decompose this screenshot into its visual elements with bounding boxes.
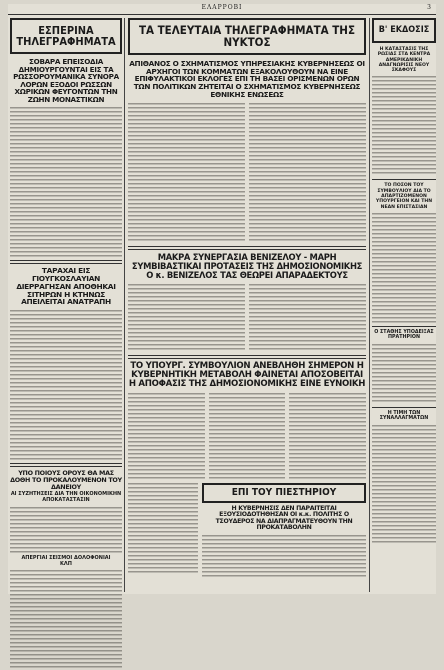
article-text (10, 310, 122, 460)
article-text (128, 483, 198, 573)
lead-article (128, 103, 366, 243)
article-text (372, 213, 436, 323)
masthead-title: ΕΛΑΡΡΟΒΙ (201, 4, 243, 11)
press-section (202, 483, 366, 579)
bottom-section (128, 483, 366, 579)
article-text (372, 76, 436, 176)
right-headline-3: Ο ΣΤΑΘΗΣ ΥΠΟΔΕΙΞΑΣ ΠΡΑΤΗΡΙΟΝ (374, 329, 434, 341)
lead-headline: ΑΠΙΘΑΝΟΣ Ο ΣΧΗΜΑΤΙΣΜΟΣ ΥΠΗΡΕΣΙΑΚΗΣ ΚΥΒΕΡΝΗΣΕΩΣ ΟΙ ΑΡΧΗΓΟΙ ΤΩΝ ΚΟΜΜΑΤΩΝ ΕΞΑΚΟΛΟΥΘΟΥΝ ΝΑ ΕΙΝΕ ΕΠΙΦΥΛΑΚΤΙΚΟΙ ΕΚΛΟΓΕΣ ΕΠΙ ΤΗ ΒΑΣΕΙ ΟΡΙΣΜΕΝΩΝ ΟΡΩΝ ΤΩΝ ΠΟΛΙΤΙΚΩΝ ΖΗΤΕΙΤΑΙ Ο ΣΧΗΜΑΤΙΣΜΟΣ ΚΥΒΕΡΝΗΣΕΩΣ ΕΘΝΙΚΗΣ ΕΝΩΣΕΩΣ (129, 59, 365, 99)
left-headline-3: ΥΠΟ ΠΟΙΟΥΣ ΟΡΟΥΣ ΘΑ ΜΑΣ ΔΟΘΗ ΤΟ ΠΡΟΚΑΛΟΥΜΕΝΟΝ ΤΟΥ ΔΑΝΕΙΟΥ (10, 469, 122, 491)
article-text (202, 535, 366, 579)
article-text (10, 507, 122, 553)
second-edition-title: Β' ΕΚΔΟΣΙΣ (372, 18, 436, 43)
evening-telegrams-title: ΕΣΠΕΡΙΝΑ ΤΗΛΕΓΡΑΦΗΜΑΤΑ (10, 18, 122, 54)
council-article (128, 393, 366, 479)
left-headline-5: ΑΠΕΡΓΙΑΙ ΣΕΙΣΜΟΙ ΔΟΛΟΦΟΝΙΑΙ ΚΛΠ (21, 554, 111, 567)
article-text (209, 393, 286, 479)
article-text (372, 425, 436, 545)
council-headline: ΤΟ ΥΠΟΥΡΓ. ΣΥΜΒΟΥΛΙΟΝ ΑΝΕΒΛΗΘΗ ΣΗΜΕΡΟΝ Η ΚΥΒΕΡΝΗΤΙΚΗ ΜΕΤΑΒΟΛΗ ΦΑΙΝΕΤΑΙ ΑΠΟΣΟΒΕΙΤΑΙ Η ΑΠΟΦΑΣΙΣ ΤΗΣ ΔΗΜΟΣΙΟΝΟΜΙΚΗΣ ΕΙΝΕ ΕΥΝΟΙΚΗ (128, 360, 366, 389)
night-telegrams-title: ΤΑ ΤΕΛΕΥΤΑΙΑ ΤΗΛΕΓΡΑΦΗΜΑΤΑ ΤΗΣ ΝΥΚΤΟΣ (128, 18, 366, 55)
article-text (128, 393, 205, 479)
press-headline: Η ΚΥΒΕΡΝΗΣΙΣ ΔΕΝ ΠΑΡΑΙΤΕΙΤΑΙ ΕΞΟΥΣΙΟΔΟΤΗΘΗΣΑΝ ΟΙ κ.κ. ΠΟΛΙΤΗΣ Ο ΤΣΟΥΔΕΡΟΣ ΝΑ ΔΙΑΠΡΑΓΜΑΤΕΥΘΟΥΝ ΤΗΝ ΠΡΟΚΑΤΑΒΟΛΗΝ (215, 504, 353, 532)
article-text (10, 570, 122, 670)
newspaper-page (8, 4, 436, 594)
article-text (249, 284, 366, 352)
column-divider (369, 18, 370, 592)
page-number: 3 (427, 4, 432, 11)
right-headline-4: Η ΤΙΜΗ ΤΩΝ ΣΥΝΑΛΛΑΓΜΑΤΩΝ (379, 410, 429, 422)
article-text (372, 344, 436, 404)
left-headline-1: ΣΟΒΑΡΑ ΕΠΕΙΣΟΔΙΑ ΔΗΜΙΟΥΡΓΟΥΝΤΑΙ ΕΙΣ ΤΑ ΡΩΣΣΟΡΟΥΜΑΝΙΚΑ ΣΥΝΟΡΑ ΛΟΡΩΝ ΕΞΟΔΟΙ ΡΩΣΣΩΝ ΧΩΡΙΚΩΝ ΦΕΥΓΟΝΤΩΝ ΤΗΝ ΖΩΗΝ ΜΟΝΑΣΤΙΚΩΝ (13, 57, 119, 104)
right-headline-2: ΤΟ ΠΟΣΟΝ ΤΟΥ ΣΥΜΒΟΥΛΙΟΥ ΔΙΑ ΤΟ ΑΠΑΡΤΙΖΟΜΕΝΟΝ ΥΠΟΥΡΓΕΙΟΝ ΚΑΙ ΤΗΝ ΝΕΑΝ ΕΠΙΣΤΑΣΙΑΝ (375, 183, 433, 210)
right-column (372, 18, 436, 545)
left-column (10, 18, 122, 670)
article-text (128, 284, 245, 352)
article-text (10, 107, 122, 257)
venizelos-article (128, 284, 366, 352)
masthead (8, 4, 436, 15)
right-headline-1: Η ΚΑΤΑΣΤΑΣΙΣ ΤΗΣ ΡΩΣΙΑΣ ΣΤΑ ΚΕΝΤΡΑ ΑΜΕΡΙΚΑΝΙΚΗ ΑΝΑΓΝΩΡΙΣΙΣ ΝΕΟΥ ΣΚΑΦΟΥΣ (377, 47, 431, 74)
on-the-press-title: ΕΠΙ ΤΟΥ ΠΙΕΣΤΗΡΙΟΥ (202, 483, 366, 503)
article-text (128, 103, 245, 243)
article-text (249, 103, 366, 243)
left-headline-2: ΤΑΡΑΧΑΙ ΕΙΣ ΓΙΟΥΓΚΟΣΛΑΥΙΑΝ ΔΙΕΡΡΑΓΗΣΑΝ ΑΠΟΘΗΚΑΙ ΣΙΤΗΡΩΝ Η ΚΤΗΝΩΣ ΑΠΕΙΛΕΙΤΑΙ ΑΝΑΤΡΑΠΗ (16, 266, 116, 307)
venizelos-headline: ΜΑΚΡΑ ΣΥΝΕΡΓΑΣΙΑ ΒΕΝΙΖΕΛΟΥ - ΜΑΡΗ ΣΥΜΒΙΒΑΣΤΙΚΑΙ ΠΡΟΤΑΣΕΙΣ ΤΗΣ ΔΗΜΟΣΙΟΝΟΜΙΚΗΣ Ο κ. ΒΕΝΙΖΕΛΟΣ ΤΑΣ ΘΕΩΡΕΙ ΑΠΑΡΑΔΕΚΤΟΥΣ (131, 252, 363, 280)
article-text (289, 393, 366, 479)
column-divider (124, 18, 125, 592)
left-headline-4: ΑΙ ΣΥΖΗΤΗΣΕΙΣ ΔΙΑ ΤΗΝ ΟΙΚΟΝΟΜΙΚΗΝ ΑΠΟΚΑΤΑΣΤΑΣΙΝ (10, 491, 122, 504)
middle-column (128, 18, 366, 579)
